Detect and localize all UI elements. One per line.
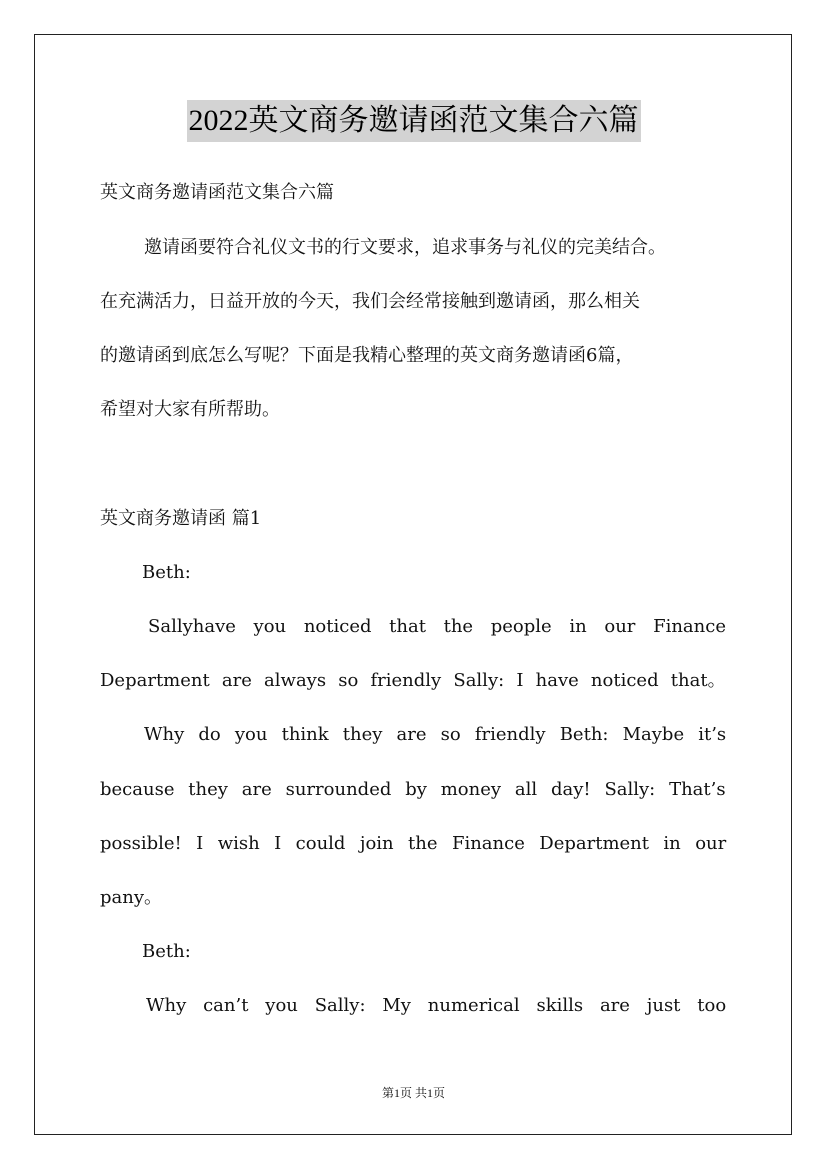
body-line-2-word: that [389,616,426,637]
body-line-2-word: noticed [303,616,372,637]
body-line-6: possible! I wish I could join the Finance Department in our [100,833,727,854]
body-line-2-word: Finance [653,616,726,637]
title-container [0,100,827,142]
intro-line-1: 邀请函要符合礼仪文书的行文要求，追求事务与礼仪的完美结合。 [144,237,666,258]
body-line-2-word: Sallyhave [148,616,236,637]
intro-line-4: 希望对大家有所帮助。 [100,399,280,420]
body-line-3: Department are always so friendly Sally: I have noticed that。 [100,670,726,691]
body-line-2-word: people [490,616,552,637]
body-line-2-word: you [253,616,287,637]
body-line-2 [148,615,726,639]
body-line-2-word: the [443,616,474,637]
section-heading: 英文商务邀请函 篇1 [100,508,262,529]
body-line-5: because they are surrounded by money all day! Sally: That’s [100,779,726,800]
body-line-2-word: our [604,616,636,637]
body-line-8: Beth: [142,941,191,962]
page-footer: 第1页 共1页 [381,1086,445,1100]
body-line-4: Why do you think they are so friendly Beth: Maybe it’s [144,724,727,745]
document-title: 2022英文商务邀请函范文集合六篇 [187,100,641,142]
intro-line-2: 在充满活力，日益开放的今天，我们会经常接触到邀请函，那么相关 [100,291,640,312]
body-line-1: Beth: [142,562,191,583]
intro-line-3: 的邀请函到底怎么写呢？下面是我精心整理的英文商务邀请函6篇， [100,345,634,366]
body-line-7: pany。 [100,887,163,908]
subtitle: 英文商务邀请函范文集合六篇 [100,182,334,203]
body-line-2-word: in [569,616,587,637]
body-line-9: Why can’t you Sally: My numerical skills are just too [146,995,727,1016]
